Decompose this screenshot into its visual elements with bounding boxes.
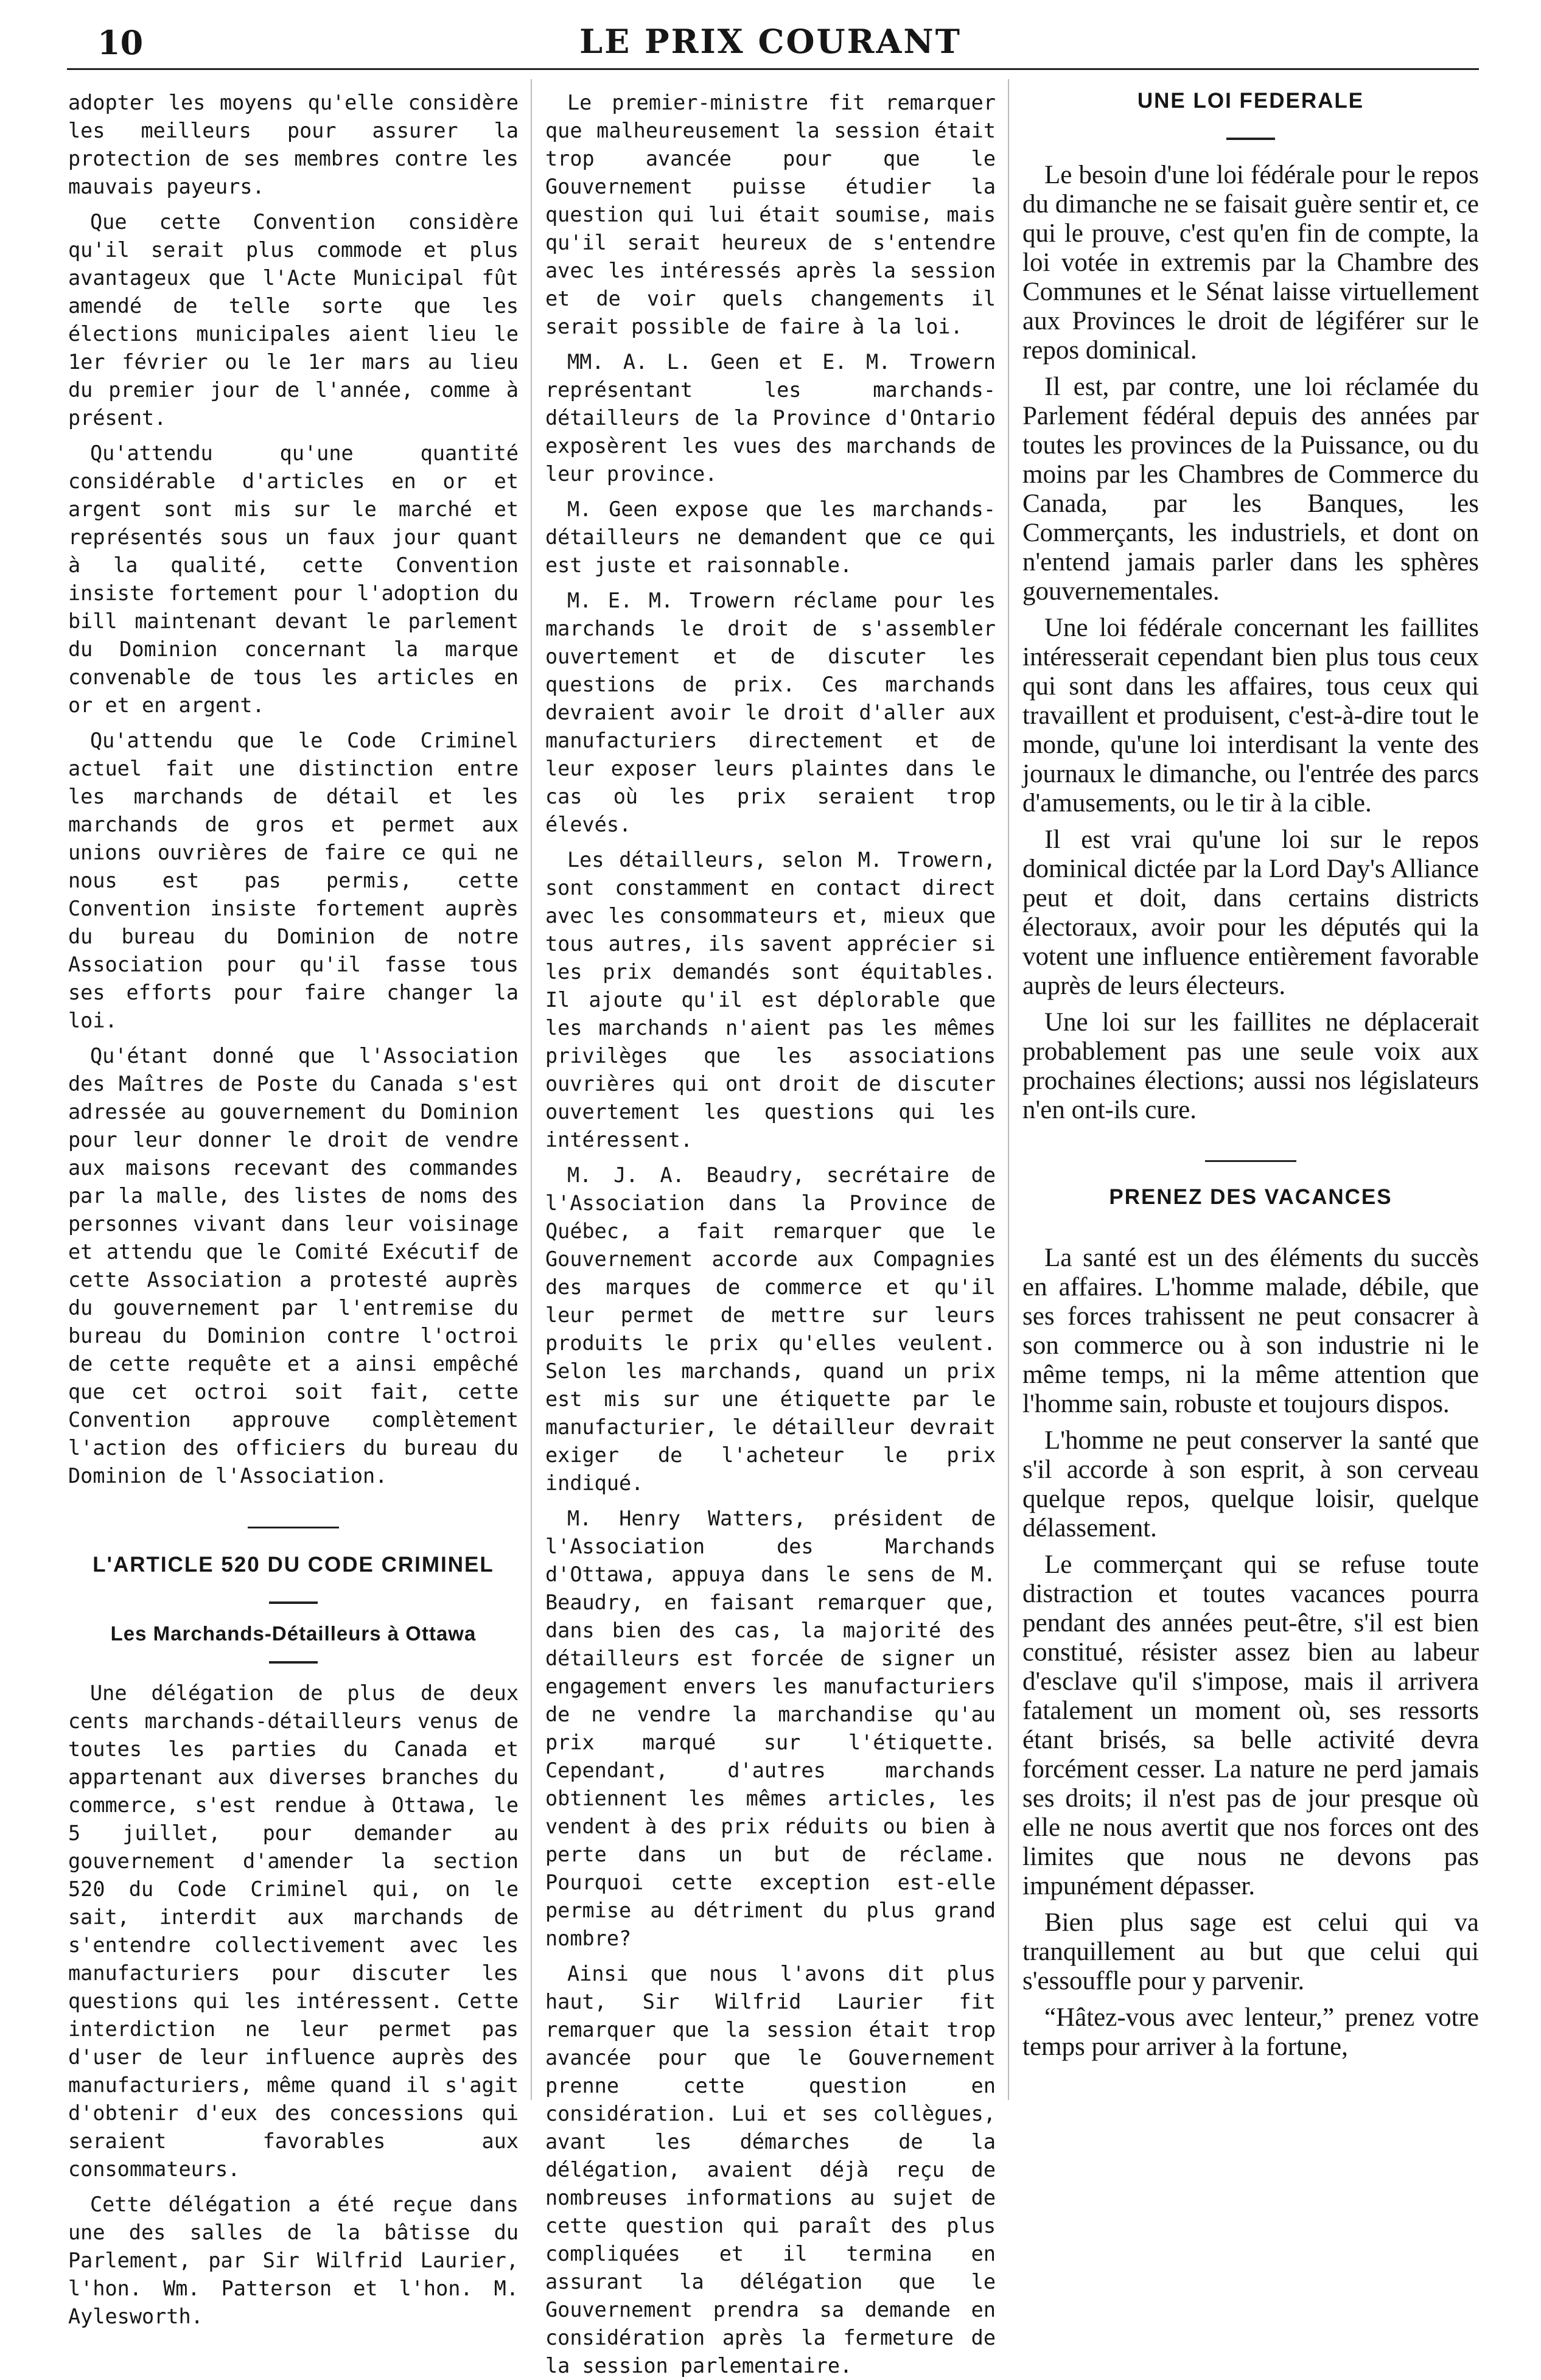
paragraph: M. E. M. Trowern réclame pour les marchands le droit de s'assembler ouvertement et de discuter les questions de prix. Ces marchands devraient avoir le droit d'aller aux manufacturiers directement et de leur exposer leurs plaintes dans le cas où les prix seraient trop élevés. [545,589,996,836]
section-heading: UNE LOI FEDERALE [1137,89,1365,113]
running-title: LE PRIX COURANT [579,22,962,61]
header-rule [67,68,1479,70]
paragraph: L'homme ne peut conserver la santé que s'il accorde à son esprit, à son cerveau quelque repos, quelque loisir, quelque délassement. [1022,1426,1479,1542]
paragraph: Il est, par contre, une loi réclamée du Parlement fédéral depuis des années par toutes les provinces de la Puissance, ou du moins par les Chambres de Commerce du Canada, par les Banques, les Commerçants, les industriels, et dont on n'entend jamais parler dans les sphères gouvernementales. [1022,373,1479,606]
section-heading: PRENEZ DES VACANCES [1109,1185,1392,1209]
paragraph: Le premier-ministre fit remarquer que malheureusement la session était trop avancée pour que le Gouvernement puisse étudier la question qui lui était soumise, mais qu'il serait heureux de s'entendre avec les intéressés après la session et de voir quels changements il serait possible de faire à la loi. [545,91,996,338]
column-divider [1008,79,1009,2100]
paragraph: Les détailleurs, selon M. Trowern, sont constamment en contact direct avec les consommateurs et, mieux que tous autres, ils savent apprécier si les prix demandés sont équitables. Il ajoute qu'il est déplorable que les marchands n'aient pas les mêmes privilèges que les associations ouvrières qui ont droit de discuter ouvertement les questions qui les intéressent. [545,848,996,1152]
paragraph: Le besoin d'une loi fédérale pour le repos du dimanche ne se faisait guère sentir et, ce qui le prouve, c'est qu'en fin de compte, la loi votée in extremis par la Chambre des Communes et le Sénat laisse virtuellement aux Provinces le droit de légiférer sur le repos dominical. [1022,161,1479,365]
paragraph: Bien plus sage est celui qui va tranquillement au but que celui qui s'essouffle pour y parvenir. [1022,1908,1479,1995]
page-number: 10 [97,23,144,62]
paragraph: Qu'attendu qu'une quantité considérable d'articles en or et argent sont mis sur le marché et représentés sous un faux jour quant à la qualité, cette Convention insiste fortement pour l'adoption du bill maintenant devant le parlement du Dominion concernant la marque convenable de tous les articles en or et en argent. [68,441,519,717]
paragraph: Ainsi que nous l'avons dit plus haut, Sir Wilfrid Laurier fit remarquer que la session était trop avancée pour que le Gouvernement prenne cette question en considération. Lui et ses collègues, avant les démarches de la délégation, avaient déjà reçu de nombreuses informations au sujet de cette question qui paraît des plus compliquées et il termina en assurant la délégation que le Gouvernement prendra sa demande en considération après la fermeture de la session parlementaire. [545,1962,996,2378]
paragraph: adopter les moyens qu'elle considère les meilleurs pour assurer la protection de ses membres contre les mauvais payeurs. [68,91,519,198]
paragraph: Qu'attendu que le Code Criminel actuel fait une distinction entre les marchands de détail et les marchands de gros et permet aux unions ouvrières de faire ce qui ne nous est pas permis, cette Convention insiste fortement auprès du bureau du Dominion de notre Association pour qu'il fasse tous ses efforts pour faire changer la loi. [68,729,519,1032]
paragraph: Une délégation de plus de deux cents marchands-détailleurs venus de toutes les parties du Canada et appartenant aux diverses branches du commerce, s'est rendue à Ottawa, le 5 juillet, pour demander au gouvernement d'amender la section 520 du Code Criminel qui, on le sait, interdit aux marchands de s'entendre collectivement avec les manufacturiers pour discuter les questions qui les intéressent. Cette interdiction ne leur permet pas d'user de leur influence auprès des manufacturiers, même quand il s'agit d'obtenir d'eux des concessions qui seraient favorables aux consommateurs. [68,1681,519,2181]
paragraph: MM. A. L. Geen et E. M. Trowern représentant les marchands-détailleurs de la Province d'Ontario exposèrent les vues des marchands de leur province. [545,350,996,486]
paragraph: Une loi fédérale concernant les faillites intéresserait cependant bien plus tous ceux qui sont dans les affaires, tous ceux qui travaillent et produisent, c'est-à-dire tout le monde, qu'une loi interdisant la vente des journaux le dimanche, ou l'entrée des parcs d'amusements, ou le tir à la cible. [1022,614,1479,817]
paragraph: Qu'étant donné que l'Association des Maîtres de Poste du Canada s'est adressée au gouvernement du Dominion pour leur donner le droit de vendre aux maisons recevant des commandes par la malle, des listes de noms des personnes vivant dans leur voisinage et attendu que le Comité Exécutif de cette Association a protesté auprès du gouvernement par l'entremise du bureau du Dominion contre l'octroi de cette requête et a ainsi empêché que cet octroi soit fait, cette Convention approuve complètement l'action des officiers du bureau du Dominion de l'Association. [68,1044,519,1488]
paragraph: Il est vrai qu'une loi sur le repos dominical dictée par la Lord Day's Alliance peut et doit, dans certains districts électoraux, avoir pour les députés qui la votent une influence entièrement favorable auprès de leurs électeurs. [1022,825,1479,1000]
paragraph: Que cette Convention considère qu'il serait plus commode et plus avantageux que l'Acte Municipal fût amendé de telle sorte que les élections municipales aient lieu le 1er février ou le 1er mars au lieu du premier jour de l'année, comme à présent. [68,210,519,430]
section-subheading: Les Marchands-Détailleurs à Ottawa [110,1622,477,1645]
column-3 [1022,79,1479,2124]
column-2 [545,79,996,2378]
paragraph: La santé est un des éléments du succès en affaires. L'homme malade, débile, que ses forces trahissent ne peut consacrer à son commerce ou à son industrie ni le même temps, ni la même attention que l'homme sain, robuste et toujours dispos. [1022,1244,1479,1418]
column-1 [68,79,519,2328]
paragraph: Cette délégation a été reçue dans une des salles de la bâtisse du Parlement, par Sir Wilfrid Laurier, l'hon. Wm. Patterson et l'hon. M. Aylesworth. [68,2193,519,2328]
paragraph: M. Henry Watters, président de l'Association des Marchands d'Ottawa, appuya dans le sens de M. Beaudry, en faisant remarquer que, dans bien des cas, la majorité des détailleurs est forcée de signer un engagement envers les manufacturiers de ne vendre la marchandise qu'au prix marqué sur l'étiquette. Cependant, d'autres marchands obtiennent les mêmes articles, les vendent à des prix réduits ou bien à perte dans un but de réclame. Pourquoi cette exception est-elle permise au détriment du plus grand nombre? [545,1507,996,1950]
column-divider [531,79,532,2100]
paragraph: M. J. A. Beaudry, secrétaire de l'Association dans la Province de Québec, a fait remarquer que le Gouvernement accorde aux Compagnies des marques de commerce et qu'il leur permet de mettre sur leurs produits le prix qu'elles veulent. Selon les marchands, quand un prix est mis sur une étiquette par le manufacturier, le détailleur devrait exiger de l'acheteur le prix indiqué. [545,1163,996,1495]
paragraph: “Hâtez-vous avec lenteur,” prenez votre temps pour arriver à la fortune, [1022,2003,1479,2061]
section-heading: L'ARTICLE 520 DU CODE CRIMINEL [93,1553,494,1577]
paragraph: Le commerçant qui se refuse toute distraction et toutes vacances pourra pendant des années peut-être, s'il est bien constitué, résister assez bien au labeur d'esclave qu'il s'impose, mais il arrivera fatalement un moment où, ses ressorts étant brisés, sa belle activité devra forcément cesser. La nature ne perd jamais ses droits; il n'est pas de jour presque où elle ne nous avertit que nos forces ont des limites que nous ne devons pas impunément dépasser. [1022,1550,1479,1900]
paragraph: M. Geen expose que les marchands-détailleurs ne demandent que ce qui est juste et raisonnable. [545,497,996,577]
paragraph: Une loi sur les faillites ne déplacerait probablement pas une seule voix aux prochaines élections; aussi nos législateurs n'en ont-ils cure. [1022,1008,1479,1124]
